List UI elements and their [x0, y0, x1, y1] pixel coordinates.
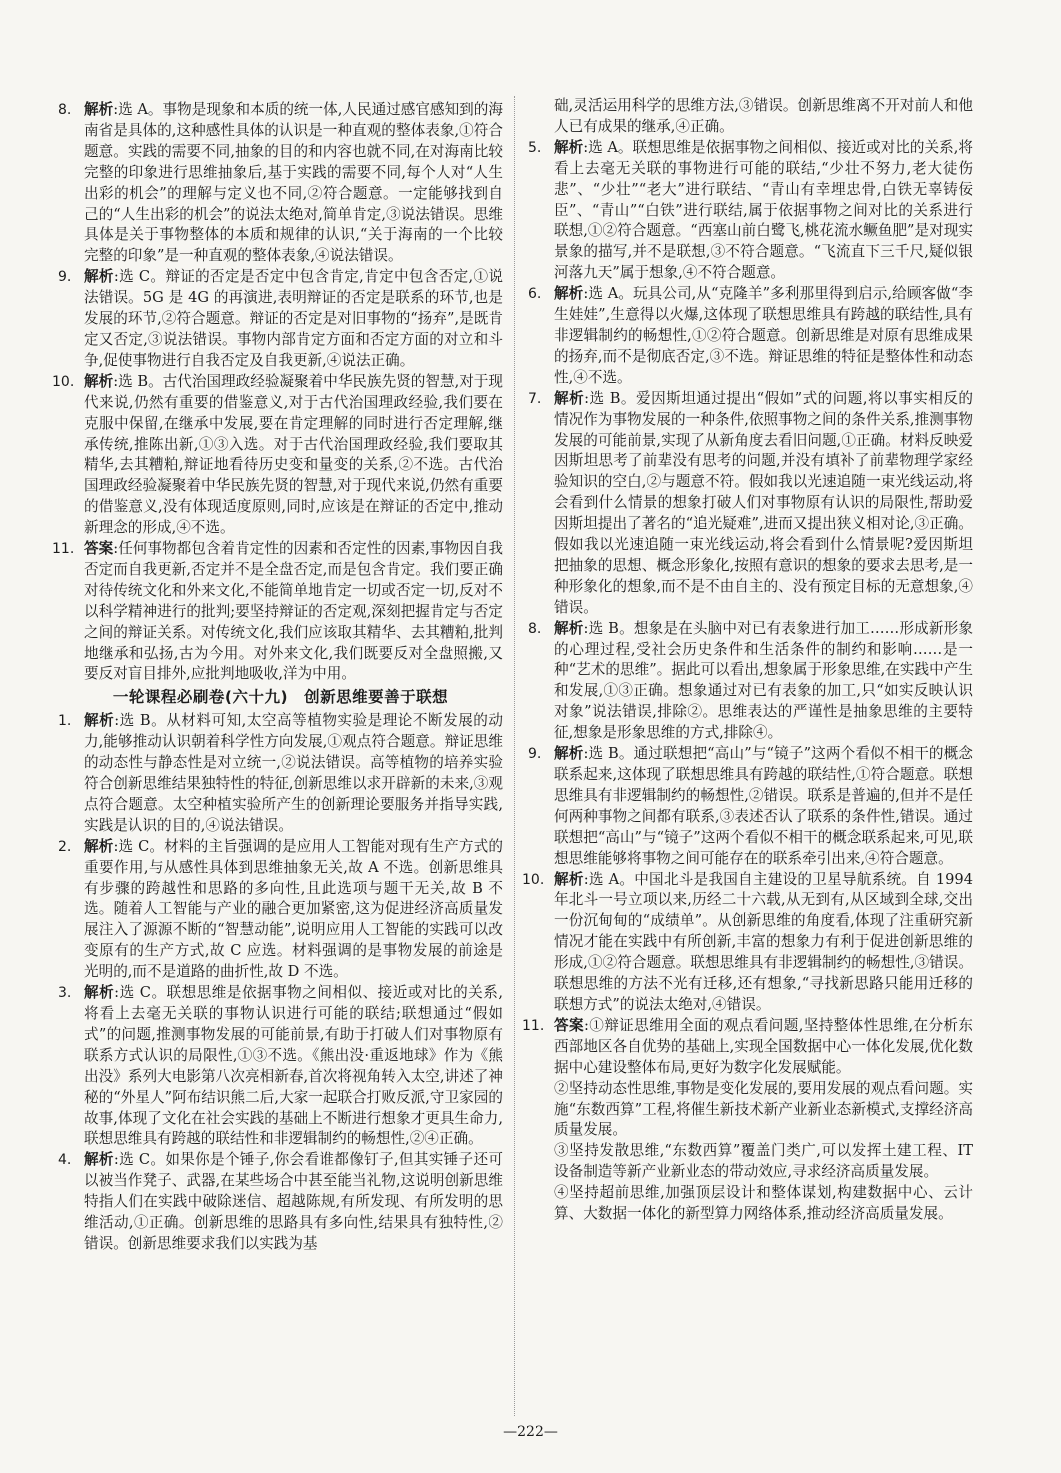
right-column	[522, 96, 973, 1225]
item-number: 7.	[528, 390, 542, 407]
item-label: 答案	[84, 540, 114, 558]
item-text: :选 C。如果你是个锤子,你会看谁都像钉子,但其实锤子还可以被当作凳子、武器,在某些场合中甚至能当礼物,这说明创新思维特指人们在实践中破除迷信、超越陈规,有所发现、有所发明的思维活动,①正确。创新思维的思路具有多向性,结果具有独特性,②错误。创新思维要求我们以实践为基	[84, 1151, 503, 1252]
item-label: 解析	[554, 285, 584, 303]
item-number: 8.	[528, 620, 542, 637]
item-number: 4.	[58, 1152, 72, 1169]
item-number: 10.	[522, 871, 545, 888]
item-number: 10.	[52, 373, 75, 390]
item-text: :选 A。玩具公司,从“克隆羊”多利那里得到启示,给顾客做“李生娃娃”,生意得以火爆,这体现了联想思维具有跨越的联结性,具有非逻辑制约的畅想性,①②符合题意。创新思维是对原有思维成果的扬弃,而不是彻底否定,③不选。辩证思维的特征是整体性和动态性,④不选。	[554, 285, 973, 386]
item-number: 8.	[58, 102, 72, 118]
answer-item-11	[522, 1016, 973, 1225]
item-number: 3.	[58, 985, 72, 1002]
answer-item-1	[58, 711, 503, 836]
item-number: 11.	[52, 541, 75, 558]
item-number: 2.	[58, 838, 72, 855]
item-text: :任何事物都包含着肯定性的因素和否定性的因素,事物因自我否定而自我更新,否定并不是全盘否定,而是包含肯定。我们要正确对待传统文化和外来文化,不能简单地肯定一切或否定一切,反对不以科学精神进行的批判;要坚持辩证的否定观,深刻把握肯定与否定之间的辩证关系。对传统文化,我们应该取其精华、去其糟粕,批判地继承和弘扬,古为今用。对外来文化,我们既要反对全盘照搬,又要反对盲目排外,应批判地吸收,洋为中用。	[84, 540, 503, 683]
answer-item-3	[58, 983, 503, 1150]
answer-item-9	[528, 744, 973, 869]
item-text: :①辩证思维用全面的观点看问题,坚持整体性思维,在分析东西部地区各自优势的基础上,实现全国数据中心一体化发展,优化数据中心建设整体布局,更好为数字化发展赋能。	[554, 1016, 973, 1076]
item-label: 解析	[554, 745, 584, 763]
item-text: :选 B。爱因斯坦通过提出“假如”式的问题,将以事实相反的情况作为事物发展的一种条件,依照事物之间的条件关系,推测事物发展的可能前景,实现了从新角度去看旧问题,①正确。材料反映爱因斯坦思考了前辈没有思考的问题,并没有填补了前辈物理学家经验知识的空白,②与题意不符。假如我以光速追随一束光线运动,将会看到什么情景的想象打破人们对事物原有认识的局限性,帮助爱因斯坦提出了著名的“追光疑难”,进而又提出狭义相对论,③正确。假如我以光速追随一束光线运动,将会看到什么情景呢?爱因斯坦把抽象的思想、概念形象化,按照有意识的想象的要求去思考,是一种形象化的想象,而不是不由自主的、没有预定目标的无意想象,④错误。	[554, 389, 973, 616]
answer-point-2: ②坚持动态性思维,事物是变化发展的,要用发展的观点看问题。实施“东数西算”工程,将催生新技术新产业新业态新模式,支撑经济高质量发展。	[554, 1079, 973, 1139]
item-label: 解析	[84, 1151, 114, 1169]
answer-item-8	[528, 619, 973, 744]
item-label: 解析	[554, 389, 585, 407]
item-label: 解析	[84, 268, 114, 286]
answer-item-7	[528, 389, 973, 619]
item-text: :选 B。想象是在头脑中对已有表象进行加工……形成新形象的心理过程,受社会历史条件和生活条件的制约和影响……是一种“艺术的思维”。据此可以看出,想象属于形象思维,在实践中产生和发展,①③正确。想象通过对已有表象的加工,只“如实反映认识对象”说法错误,排除②。思维表达的严谨性是抽象思维的主要特征,想象是形象思维的方式,排除④。	[554, 619, 973, 742]
item-text: :选 A。事物是现象和本质的统一体,人民通过感官感知到的海南省是具体的,这种感性具体的认识是一种直观的整体表象,①符合题意。实践的需要不同,抽象的目的和内容也就不同,在对海南比较完整的印象进行思维抽象后,基于实践的需要不同,每个人对“人生出彩的机会”的理解与定义也不同,②符合题意。一定能够找到自己的“人生出彩的机会”的说法太绝对,简单肯定,③说法错误。思维具体是关于事物整体的本质和规律的认识,“关于海南的一个比较完整的印象”是一种直观的整体表象,④说法错误。	[84, 101, 503, 265]
item-number: 1.	[58, 713, 72, 730]
item-text: :选 A。联想思维是依据事物之间相似、接近或对比的关系,将看上去毫无关联的事物进行可能的联结,“少壮不努力,老大徒伤悲”、“少壮”“老大”进行联结、“青山有幸埋忠骨,白铁无辜铸佞臣”、“青山”“白铁”进行联结,属于依据事物之间对比的关系进行联想,①②符合题意。“西塞山前白鹭飞,桃花流水鳜鱼肥”是对现实景象的描写,并不是联想,③不符合题意。“飞流直下三千尺,疑似银河落九天”属于想象,④不符合题意。	[554, 138, 973, 282]
section-title: 一轮课程必刷卷(六十九) 创新思维要善于联想	[112, 688, 449, 707]
item-label: 解析	[554, 619, 584, 637]
page-number: —222—	[503, 1424, 558, 1440]
item-label: 解析	[84, 372, 114, 390]
answer-item-6	[528, 284, 973, 389]
answer-item-4	[58, 1150, 503, 1255]
answer-item-10	[522, 870, 973, 1016]
column-divider	[514, 96, 515, 1416]
answer-item-5	[528, 138, 973, 284]
item-text: :选 B。古代治国理政经验凝聚着中华民族先贤的智慧,对于现代来说,仍然有重要的借鉴意义,对于古代治国理政经验,我们要在克服中保留,在继承中发展,要在肯定理解的同时进行否定理解,继承传统,推陈出新,①③入选。对于古代治国理政经验,我们要取其精华,去其糟粕,辩证地看待历史变和量变的关系,②不选。古代治国理政经验凝聚着中华民族先贤的智慧,对于现代来说,仍然有重要的借鉴意义,没有体现适度原则,同时,应该是在辩证的否定中,推动新理念的形成,④不选。	[84, 372, 503, 537]
item-label: 解析	[84, 984, 115, 1002]
answer-point-4: ④坚持超前思维,加强顶层设计和整体谋划,构建数据中心、云计算、大数据一体化的新型算力网络体系,推动经济高质量发展。	[554, 1184, 973, 1223]
item-label: 解析	[554, 138, 584, 156]
item-number: 11.	[522, 1017, 545, 1034]
answer-point-3: ③坚持发散思维,“东数西算”覆盖门类广,可以发挥土建工程、IT 设备制造等新产业新业态的带动效应,寻求经济高质量发展。	[554, 1142, 973, 1181]
item-text: :选 C。辩证的否定是否定中包含肯定,肯定中包含否定,①说法错误。5G 是 4G 的再演进,表明辩证的否定是联系的环节,也是发展的环节,②符合题意。辩证的否定是对旧事物的“扬弃”,是既肯定又否定,③说法错误。事物内部肯定方面和否定方面的对立和斗争,促使事物进行自我否定及自我更新,④说法正确。	[84, 268, 503, 369]
answer-item-10	[52, 372, 503, 539]
answer-item-4-continued	[528, 96, 973, 138]
item-text: :选 C。材料的主旨强调的是应用人工智能对现有生产方式的重要作用,与从感性具体到思维抽象无关,故 A 不选。创新思维具有步骤的跨越性和思路的多向性,且此选项与题干无关,故 B 不选。随着人工智能与产业的融合更加紧密,这为促进经济高质量发展注入了源源不断的“智慧动能”,说明应用人工智能的实践可以改变原有的生产方式,故 C 应选。材料强调的是事物发展的前途是光明的,而不是道路的曲折性,故 D 不选。	[84, 837, 503, 981]
answer-item-11	[52, 539, 503, 685]
item-text: :选 A。中国北斗是我国自主建设的卫星导航系统。自 1994 年北斗一号立项以来,历经二十六载,从无到有,从区域到全球,交出一份沉甸甸的“成绩单”。从创新思维的角度看,体现了注重研究新情况才能在实践中有所创新,丰富的想象力有利于促进创新思维的形成,①②符合题意。联想思维具有非逻辑制约的畅想性,③错误。联想思维的方法不光有迁移,还有想象,“寻找新思路只能用迁移的联想方式”的说法太绝对,④错误。	[554, 870, 973, 1013]
item-label: 答案	[554, 1016, 584, 1034]
item-text: :选 B。从材料可知,太空高等植物实验是理论不断发展的动力,能够推动认识朝着科学性方向发展,①观点符合题意。辩证思维的动态性与静态性是对立统一,②说法错误。高等植物的培养实验符合创新思维结果独特性的特征,创新思维以求开辟新的未来,③观点符合题意。太空种植实验所产生的创新理论要服务并指导实践,实践是认识的目的,④说法错误。	[84, 712, 503, 834]
answer-item-9	[58, 267, 503, 372]
item-label: 解析	[84, 101, 114, 118]
item-label: 解析	[84, 712, 115, 730]
item-text: 础,灵活运用科学的思维方法,③错误。创新思维离不开对前人和他人已有成果的继承,④正确。	[554, 97, 973, 135]
item-number: 6.	[528, 286, 542, 303]
item-text: :选 C。联想思维是依据事物之间相似、接近或对比的关系,将看上去毫无关联的事物认识进行可能的联结;联想通过“假如式”的问题,推测事物发展的可能前景,有助于打破人们对事物原有联系方式认识的局限性,①③不选。《熊出没·重返地球》作为《熊出没》系列大电影第八次亮相新春,首次将视角转入太空,讲述了神秘的“外星人”阿布结识熊二后,大家一起联合打败反派,守卫家园的故事,体现了文化在社会实践的基础上不断进行想象才更具生命力,联想思维具有跨越的联结性和非逻辑制约的畅想性,②④正确。	[84, 984, 503, 1148]
left-column	[52, 100, 503, 1255]
item-number: 9.	[528, 746, 542, 763]
answer-item-8	[58, 100, 503, 267]
item-text: :选 B。通过联想把“高山”与“镜子”这两个看似不相干的概念联系起来,这体现了联想思维具有跨越的联结性,①符合题意。联想思维具有非逻辑制约的畅想性,②错误。联系是普遍的,但并不是任何两种事物之间都有联系,③表述否认了联系的条件性,错误。通过联想把“高山”与“镜子”这两个看似不相干的概念联系起来,可见,联想思维能够将事物之间可能存在的联系牵引出来,④符合题意。	[554, 745, 973, 867]
item-number: 9.	[58, 269, 72, 286]
item-label: 解析	[84, 837, 114, 855]
item-label: 解析	[554, 870, 584, 888]
item-number: 5.	[528, 139, 542, 156]
answer-item-2	[58, 837, 503, 983]
